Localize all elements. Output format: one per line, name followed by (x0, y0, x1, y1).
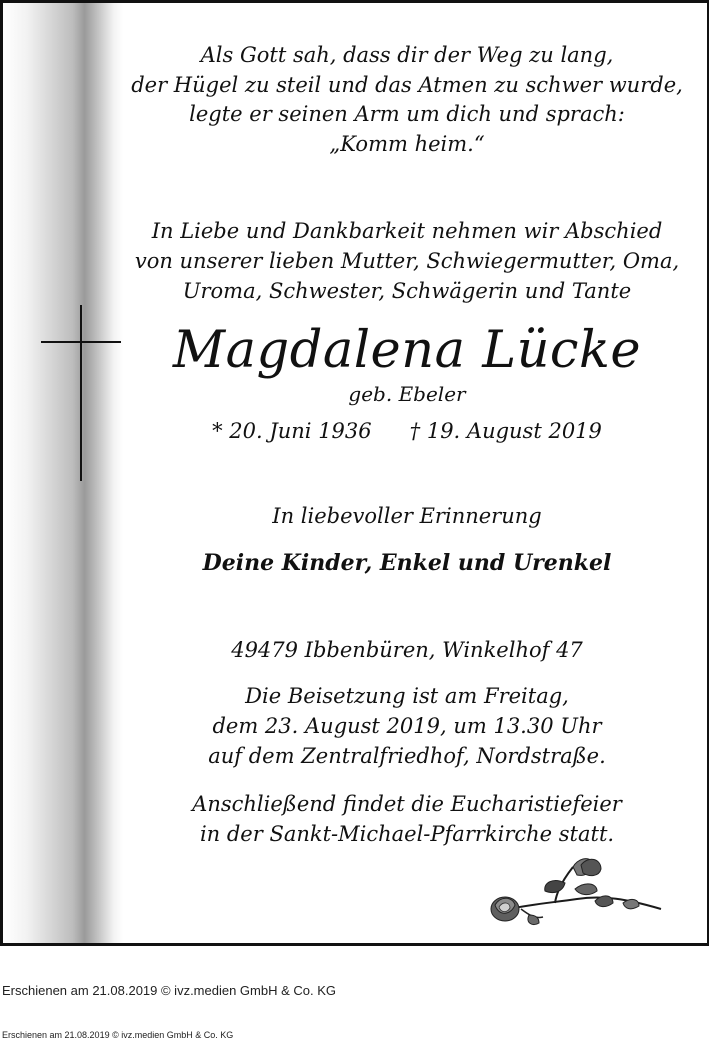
farewell-intro (107, 216, 707, 306)
verse-line: Als Gott sah, dass dir der Weg zu lang, (200, 43, 614, 67)
family-address: 49479 Ibbenbüren, Winkelhof 47 (231, 638, 583, 662)
intro-line: von unserer lieben Mutter, Schwiegermutter, Oma, (134, 249, 680, 273)
verse-block (107, 41, 707, 159)
funeral-line: dem 23. August 2019, um 13.30 Uhr (212, 714, 602, 738)
cross-vertical-beam (80, 305, 82, 481)
mass-details (107, 789, 707, 849)
death-date: † 19. August 2019 (409, 419, 602, 443)
maiden-name: geb. Ebeler (348, 382, 466, 406)
verse-line: „Komm heim.“ (329, 131, 485, 156)
life-dates (107, 417, 707, 445)
funeral-details (107, 681, 707, 771)
intro-line: In Liebe und Dankbarkeit nehmen wir Abschied (151, 219, 663, 243)
birth-date: * 20. Juni 1936 (212, 419, 372, 443)
deceased-name: Magdalena Lücke (172, 321, 642, 380)
funeral-line: Die Beisetzung ist am Freitag, (245, 684, 569, 708)
mourners-line: Deine Kinder, Enkel und Urenkel (202, 550, 612, 576)
verse-line: der Hügel zu steil und das Atmen zu schwer wurde, (131, 72, 683, 97)
intro-line: Uroma, Schwester, Schwägerin und Tante (182, 279, 632, 303)
funeral-line: auf dem Zentralfriedhof, Nordstraße. (208, 744, 606, 768)
rose-icon (485, 853, 663, 933)
verse-line: legte er seinen Arm um dich und sprach: (189, 102, 625, 126)
publication-note-small: Erschienen am 21.08.2019 © ivz.medien GmbH & Co. KG (2, 1030, 234, 1040)
memory-line: In liebevoller Erinnerung (272, 504, 542, 528)
mass-line: Anschließend findet die Eucharistiefeier (192, 792, 622, 816)
mass-line: in der Sankt-Michael-Pfarrkirche statt. (199, 822, 615, 846)
publication-note: Erschienen am 21.08.2019 © ivz.medien GmbH & Co. KG (2, 983, 337, 998)
